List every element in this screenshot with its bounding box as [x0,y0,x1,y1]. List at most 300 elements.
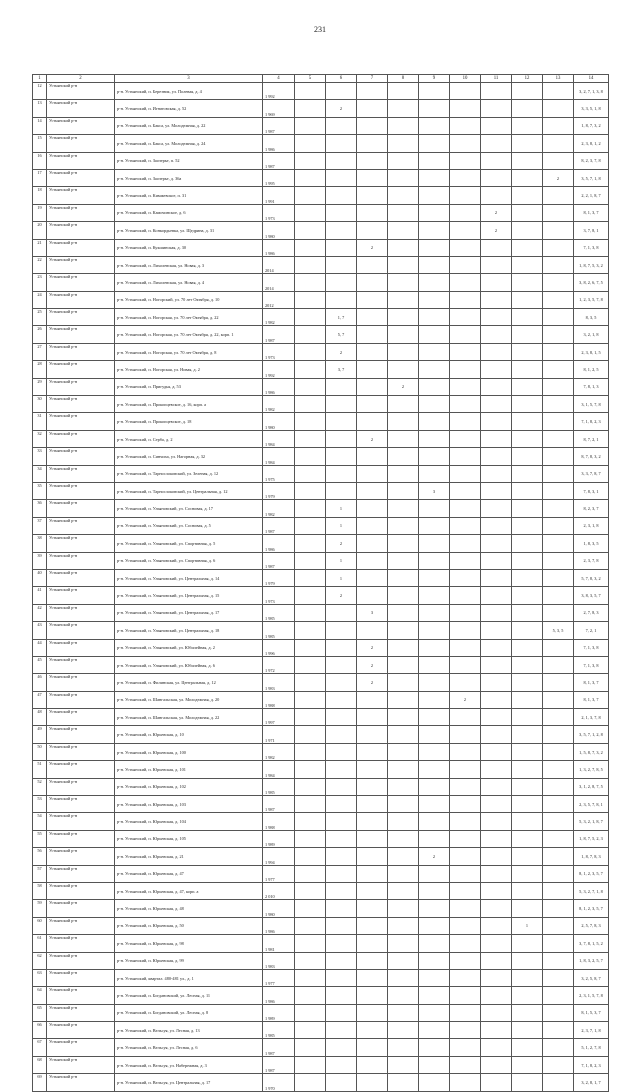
mark-cell-col-13 [543,309,574,326]
mark-cell-col-9 [419,361,450,378]
mark-cell-col-5 [295,1056,326,1073]
address-cell: р-н. Устьянский, п. Вельсуя, ул. Лесная, д. 13 [115,1022,263,1039]
mark-cell-col-5 [295,987,326,1004]
column-14-cell: 2, 2, 1, 8, 7 [574,187,609,204]
register-table [32,74,609,1092]
mark-cell-col-7 [357,117,388,134]
year-cell: 1 991 [263,187,295,204]
table-row [33,256,609,273]
district-cell: Устьянский р-н [47,709,115,726]
district-cell: Устьянский р-н [47,378,115,395]
district-cell: Устьянский р-н [47,743,115,760]
mark-cell-col-8 [388,239,419,256]
mark-cell-col-7 [357,691,388,708]
table-row [33,674,609,691]
mark-cell-col-10: 2 [450,691,481,708]
mark-cell-col-8 [388,935,419,952]
year-cell: 1 979 [263,482,295,499]
address-cell: р-н. Устьянский, п. Богдановский, ул. Лесная, д. 8 [115,1004,263,1021]
table-row [33,378,609,395]
row-number: 24 [33,291,47,308]
mark-cell-col-5 [295,135,326,152]
mark-cell-col-8 [388,117,419,134]
mark-cell-col-12 [512,222,543,239]
mark-cell-col-12 [512,117,543,134]
mark-cell-col-12 [512,604,543,621]
mark-cell-col-7 [357,969,388,986]
mark-cell-col-12 [512,135,543,152]
year-cell: 1 985 [263,604,295,621]
table-row [33,691,609,708]
district-cell: Устьянский р-н [47,656,115,673]
mark-cell-col-13 [543,917,574,934]
address-cell: р-н. Устьянский, п. Ульяновский, ул. Центральная, д. 17 [115,604,263,621]
column-14-cell: 7, 8, 3, 1 [574,482,609,499]
mark-cell-col-9 [419,83,450,100]
column-14-cell: 2, 3, 8, 1, 5 [574,343,609,360]
district-cell: Устьянский р-н [47,639,115,656]
mark-cell-col-7 [357,135,388,152]
table-row [33,552,609,569]
mark-cell-col-11 [481,117,512,134]
mark-cell-col-9: 3 [419,482,450,499]
mark-cell-col-6 [326,274,357,291]
mark-cell-col-8 [388,169,419,186]
table-row [33,587,609,604]
column-14-cell: 2, 3, 8, 1, 2 [574,135,609,152]
mark-cell-col-11 [481,1022,512,1039]
row-number: 46 [33,674,47,691]
mark-cell-col-5 [295,413,326,430]
row-number: 56 [33,848,47,865]
mark-cell-col-10 [450,900,481,917]
mark-cell-col-5 [295,535,326,552]
mark-cell-col-8 [388,222,419,239]
mark-cell-col-9 [419,674,450,691]
column-14-cell: 7, 1, 3, 8 [574,239,609,256]
row-number: 12 [33,83,47,100]
table-row [33,969,609,986]
mark-cell-col-12 [512,448,543,465]
mark-cell-col-9 [419,987,450,1004]
address-cell: р-н. Устьянский, п. Ульяновский, ул. Центральная, д. 14 [115,569,263,586]
mark-cell-col-8 [388,587,419,604]
mark-cell-col-6 [326,709,357,726]
year-cell: 1 989 [263,1004,295,1021]
mark-cell-col-8 [388,361,419,378]
mark-cell-col-5 [295,448,326,465]
mark-cell-col-11 [481,169,512,186]
table-body [33,83,609,1092]
mark-cell-col-8 [388,535,419,552]
district-cell: Устьянский р-н [47,935,115,952]
address-cell: р-н. Устьянский, п. Ульяновский, ул. Сосновая, д. 5 [115,517,263,534]
year-cell: 1 995 [263,169,295,186]
district-cell: Устьянский р-н [47,900,115,917]
address-cell: р-н. Устьянский, п. Лихолевская, ул. Новая, д. 3 [115,256,263,273]
address-cell: р-н. Устьянский, п. Заозерье, п. 52 [115,152,263,169]
mark-cell-col-13 [543,639,574,656]
district-cell: Устьянский р-н [47,778,115,795]
mark-cell-col-13 [543,952,574,969]
mark-cell-col-11 [481,674,512,691]
column-14-cell: 7, 1, 3, 8 [574,656,609,673]
mark-cell-col-5 [295,291,326,308]
mark-cell-col-12 [512,100,543,117]
mark-cell-col-8 [388,882,419,899]
mark-cell-col-11 [481,343,512,360]
mark-cell-col-5 [295,1039,326,1056]
year-cell: 1 969 [263,100,295,117]
mark-cell-col-10 [450,309,481,326]
mark-cell-col-5 [295,378,326,395]
mark-cell-col-9 [419,169,450,186]
mark-cell-col-13 [543,761,574,778]
year-cell: 1 996 [263,639,295,656]
mark-cell-col-10 [450,952,481,969]
mark-cell-col-7 [357,291,388,308]
mark-cell-col-13 [543,378,574,395]
row-number: 58 [33,882,47,899]
mark-cell-col-13 [543,935,574,952]
mark-cell-col-7 [357,187,388,204]
mark-cell-col-10 [450,674,481,691]
mark-cell-col-13 [543,152,574,169]
mark-cell-col-7 [357,709,388,726]
mark-cell-col-13 [543,1004,574,1021]
mark-cell-col-11 [481,361,512,378]
row-number: 27 [33,343,47,360]
district-cell: Устьянский р-н [47,465,115,482]
mark-cell-col-6 [326,482,357,499]
column-14-cell: 8, 1, 2, 3, 5, 7 [574,865,609,882]
mark-cell-col-6 [326,969,357,986]
mark-cell-col-10 [450,761,481,778]
mark-cell-col-9 [419,604,450,621]
mark-cell-col-6 [326,674,357,691]
mark-cell-col-12 [512,343,543,360]
mark-cell-col-10 [450,587,481,604]
mark-cell-col-9 [419,204,450,221]
mark-cell-col-10 [450,709,481,726]
table-row [33,1004,609,1021]
mark-cell-col-7 [357,361,388,378]
mark-cell-col-13 [543,987,574,1004]
column-14-cell: 5, 3, 2, 7, 1, 8 [574,882,609,899]
district-cell: Устьянский р-н [47,1004,115,1021]
row-number: 32 [33,430,47,447]
mark-cell-col-7 [357,1004,388,1021]
mark-cell-col-8 [388,274,419,291]
row-number: 60 [33,917,47,934]
mark-cell-col-5 [295,83,326,100]
table-row [33,830,609,847]
mark-cell-col-12 [512,691,543,708]
district-cell: Устьянский р-н [47,882,115,899]
mark-cell-col-11 [481,326,512,343]
mark-cell-col-13 [543,430,574,447]
mark-cell-col-5 [295,1004,326,1021]
mark-cell-col-12 [512,535,543,552]
row-number: 26 [33,326,47,343]
mark-cell-col-12 [512,987,543,1004]
mark-cell-col-6 [326,135,357,152]
mark-cell-col-13 [543,361,574,378]
column-header-4: 4 [263,75,295,83]
mark-cell-col-10 [450,239,481,256]
mark-cell-col-6 [326,639,357,656]
mark-cell-col-10 [450,361,481,378]
district-cell: Устьянский р-н [47,1074,115,1091]
mark-cell-col-8 [388,482,419,499]
mark-cell-col-10 [450,222,481,239]
mark-cell-col-6 [326,239,357,256]
mark-cell-col-5 [295,830,326,847]
column-14-cell: 5, 1, 2, 7, 8 [574,1039,609,1056]
mark-cell-col-6 [326,204,357,221]
mark-cell-col-7 [357,482,388,499]
table-row [33,935,609,952]
column-14-cell: 2, 3, 7, 8 [574,552,609,569]
year-cell: 1 977 [263,969,295,986]
mark-cell-col-5 [295,552,326,569]
district-cell: Устьянский р-н [47,587,115,604]
district-cell: Устьянский р-н [47,535,115,552]
district-cell: Устьянский р-н [47,274,115,291]
mark-cell-col-11 [481,778,512,795]
mark-cell-col-13 [543,569,574,586]
column-14-cell: 8, 7, 8, 3, 2 [574,448,609,465]
mark-cell-col-9 [419,378,450,395]
mark-cell-col-12 [512,274,543,291]
table-row [33,343,609,360]
mark-cell-col-12 [512,569,543,586]
address-cell: р-н. Устьянский, п. Юрьевская, д. 98 [115,935,263,952]
address-cell: р-н. Устьянский, п. Ульяновский, ул. Юбилейная, д. 2 [115,639,263,656]
mark-cell-col-7 [357,222,388,239]
mark-cell-col-12 [512,500,543,517]
mark-cell-col-10 [450,152,481,169]
mark-cell-col-8 [388,83,419,100]
mark-cell-col-7 [357,448,388,465]
table-row [33,778,609,795]
mark-cell-col-5 [295,622,326,639]
mark-cell-col-5 [295,152,326,169]
table-row [33,326,609,343]
column-header-5: 5 [295,75,326,83]
mark-cell-col-5 [295,169,326,186]
year-cell: 1 987 [263,1056,295,1073]
district-cell: Устьянский р-н [47,865,115,882]
mark-cell-col-10 [450,639,481,656]
mark-cell-col-7 [357,743,388,760]
mark-cell-col-10 [450,1074,481,1091]
mark-cell-col-6 [326,743,357,760]
district-cell: Устьянский р-н [47,604,115,621]
mark-cell-col-7 [357,1022,388,1039]
mark-cell-col-8 [388,900,419,917]
mark-cell-col-10 [450,343,481,360]
year-cell: 2014 [263,274,295,291]
mark-cell-col-9 [419,326,450,343]
table-row [33,656,609,673]
mark-cell-col-7 [357,517,388,534]
mark-cell-col-6: 5, 7 [326,326,357,343]
mark-cell-col-11 [481,813,512,830]
mark-cell-col-6 [326,117,357,134]
year-cell: 1 985 [263,622,295,639]
mark-cell-col-6 [326,222,357,239]
mark-cell-col-7 [357,169,388,186]
row-number: 40 [33,569,47,586]
mark-cell-col-8 [388,796,419,813]
mark-cell-col-7: 2 [357,656,388,673]
row-number: 17 [33,169,47,186]
mark-cell-col-5 [295,952,326,969]
year-cell: 1 977 [263,865,295,882]
column-14-cell: 2, 1, 3, 7, 8 [574,709,609,726]
mark-cell-col-10 [450,1056,481,1073]
mark-cell-col-11 [481,952,512,969]
address-cell: р-н. Устьянский, п. Вельсуя, ул. Центральная, д. 17 [115,1074,263,1091]
address-cell: р-н. Устьянский, п. Ульяновский, ул. Сосновая, д. 17 [115,500,263,517]
mark-cell-col-11 [481,622,512,639]
row-number: 29 [33,378,47,395]
mark-cell-col-13 [543,413,574,430]
mark-cell-col-8: 2 [388,378,419,395]
row-number: 48 [33,709,47,726]
mark-cell-col-8 [388,448,419,465]
row-number: 35 [33,482,47,499]
mark-cell-col-12 [512,396,543,413]
mark-cell-col-8 [388,952,419,969]
mark-cell-col-13 [543,222,574,239]
row-number: 63 [33,969,47,986]
mark-cell-col-13 [543,239,574,256]
mark-cell-col-6 [326,848,357,865]
mark-cell-col-13 [543,552,574,569]
table-row [33,865,609,882]
address-cell: р-н. Устьянский, п. Тарнослоковский, ул. Центральная, д. 12 [115,482,263,499]
table-row [33,482,609,499]
row-number: 21 [33,239,47,256]
mark-cell-col-6 [326,169,357,186]
district-cell: Устьянский р-н [47,361,115,378]
column-14-cell: 8, 1, 2, 5 [574,361,609,378]
mark-cell-col-13 [543,778,574,795]
column-14-cell: 3, 3, 5, 1, 8 [574,100,609,117]
year-cell: 1 981 [263,935,295,952]
mark-cell-col-10 [450,882,481,899]
mark-cell-col-8 [388,917,419,934]
mark-cell-col-8 [388,309,419,326]
page-number: 231 [314,25,326,34]
mark-cell-col-12 [512,952,543,969]
year-cell: 1 986 [263,378,295,395]
mark-cell-col-13 [543,482,574,499]
mark-cell-col-8 [388,465,419,482]
mark-cell-col-5 [295,726,326,743]
mark-cell-col-6 [326,882,357,899]
table-row [33,952,609,969]
mark-cell-col-7 [357,152,388,169]
mark-cell-col-6 [326,1056,357,1073]
mark-cell-col-11 [481,465,512,482]
mark-cell-col-9 [419,500,450,517]
mark-cell-col-13 [543,604,574,621]
district-cell: Устьянский р-н [47,569,115,586]
mark-cell-col-11 [481,796,512,813]
row-number: 41 [33,587,47,604]
row-number: 30 [33,396,47,413]
mark-cell-col-11 [481,448,512,465]
mark-cell-col-9: 2 [419,848,450,865]
mark-cell-col-10 [450,135,481,152]
district-cell: Устьянский р-н [47,917,115,934]
address-cell: р-н. Устьянский, п. Бакса, ул. Молодежная, д. 24 [115,135,263,152]
mark-cell-col-7 [357,274,388,291]
address-cell: р-н. Устьянский, п. Бакса, ул. Молодежная, д. 22 [115,117,263,134]
mark-cell-col-5 [295,187,326,204]
mark-cell-col-6 [326,604,357,621]
year-cell: 1 988 [263,813,295,830]
column-14-cell: 8, 1, 2, 3, 5, 7 [574,900,609,917]
mark-cell-col-5 [295,100,326,117]
mark-cell-col-13 [543,656,574,673]
mark-cell-col-12 [512,900,543,917]
row-number: 51 [33,761,47,778]
mark-cell-col-11 [481,569,512,586]
mark-cell-col-5 [295,343,326,360]
mark-cell-col-11 [481,900,512,917]
table-row [33,448,609,465]
mark-cell-col-5 [295,796,326,813]
mark-cell-col-13 [543,900,574,917]
mark-cell-col-8 [388,1056,419,1073]
mark-cell-col-7: 2 [357,639,388,656]
mark-cell-col-11 [481,83,512,100]
mark-cell-col-9 [419,622,450,639]
column-14-cell: 1, 2, 3, 5, 7, 8 [574,291,609,308]
mark-cell-col-5 [295,117,326,134]
mark-cell-col-12: 1 [512,917,543,934]
table-row [33,204,609,221]
mark-cell-col-9 [419,396,450,413]
mark-cell-col-8 [388,343,419,360]
column-14-cell: 3, 1, 2, 8, 7, 5 [574,778,609,795]
mark-cell-col-11 [481,430,512,447]
table-row [33,135,609,152]
mark-cell-col-13 [543,796,574,813]
mark-cell-col-11 [481,396,512,413]
mark-cell-col-8 [388,413,419,430]
address-cell: р-н. Устьянский, п. Юрьевская, д. 105 [115,830,263,847]
mark-cell-col-8 [388,813,419,830]
mark-cell-col-10 [450,935,481,952]
year-cell: 1 989 [263,830,295,847]
column-14-cell: 1, 5, 8, 7, 3, 2 [574,743,609,760]
mark-cell-col-13 [543,517,574,534]
mark-cell-col-11 [481,482,512,499]
mark-cell-col-5 [295,430,326,447]
mark-cell-col-5 [295,917,326,934]
mark-cell-col-5 [295,656,326,673]
table-row [33,726,609,743]
column-header-11: 11 [481,75,512,83]
district-cell: Устьянский р-н [47,726,115,743]
mark-cell-col-5 [295,813,326,830]
table-row [33,743,609,760]
